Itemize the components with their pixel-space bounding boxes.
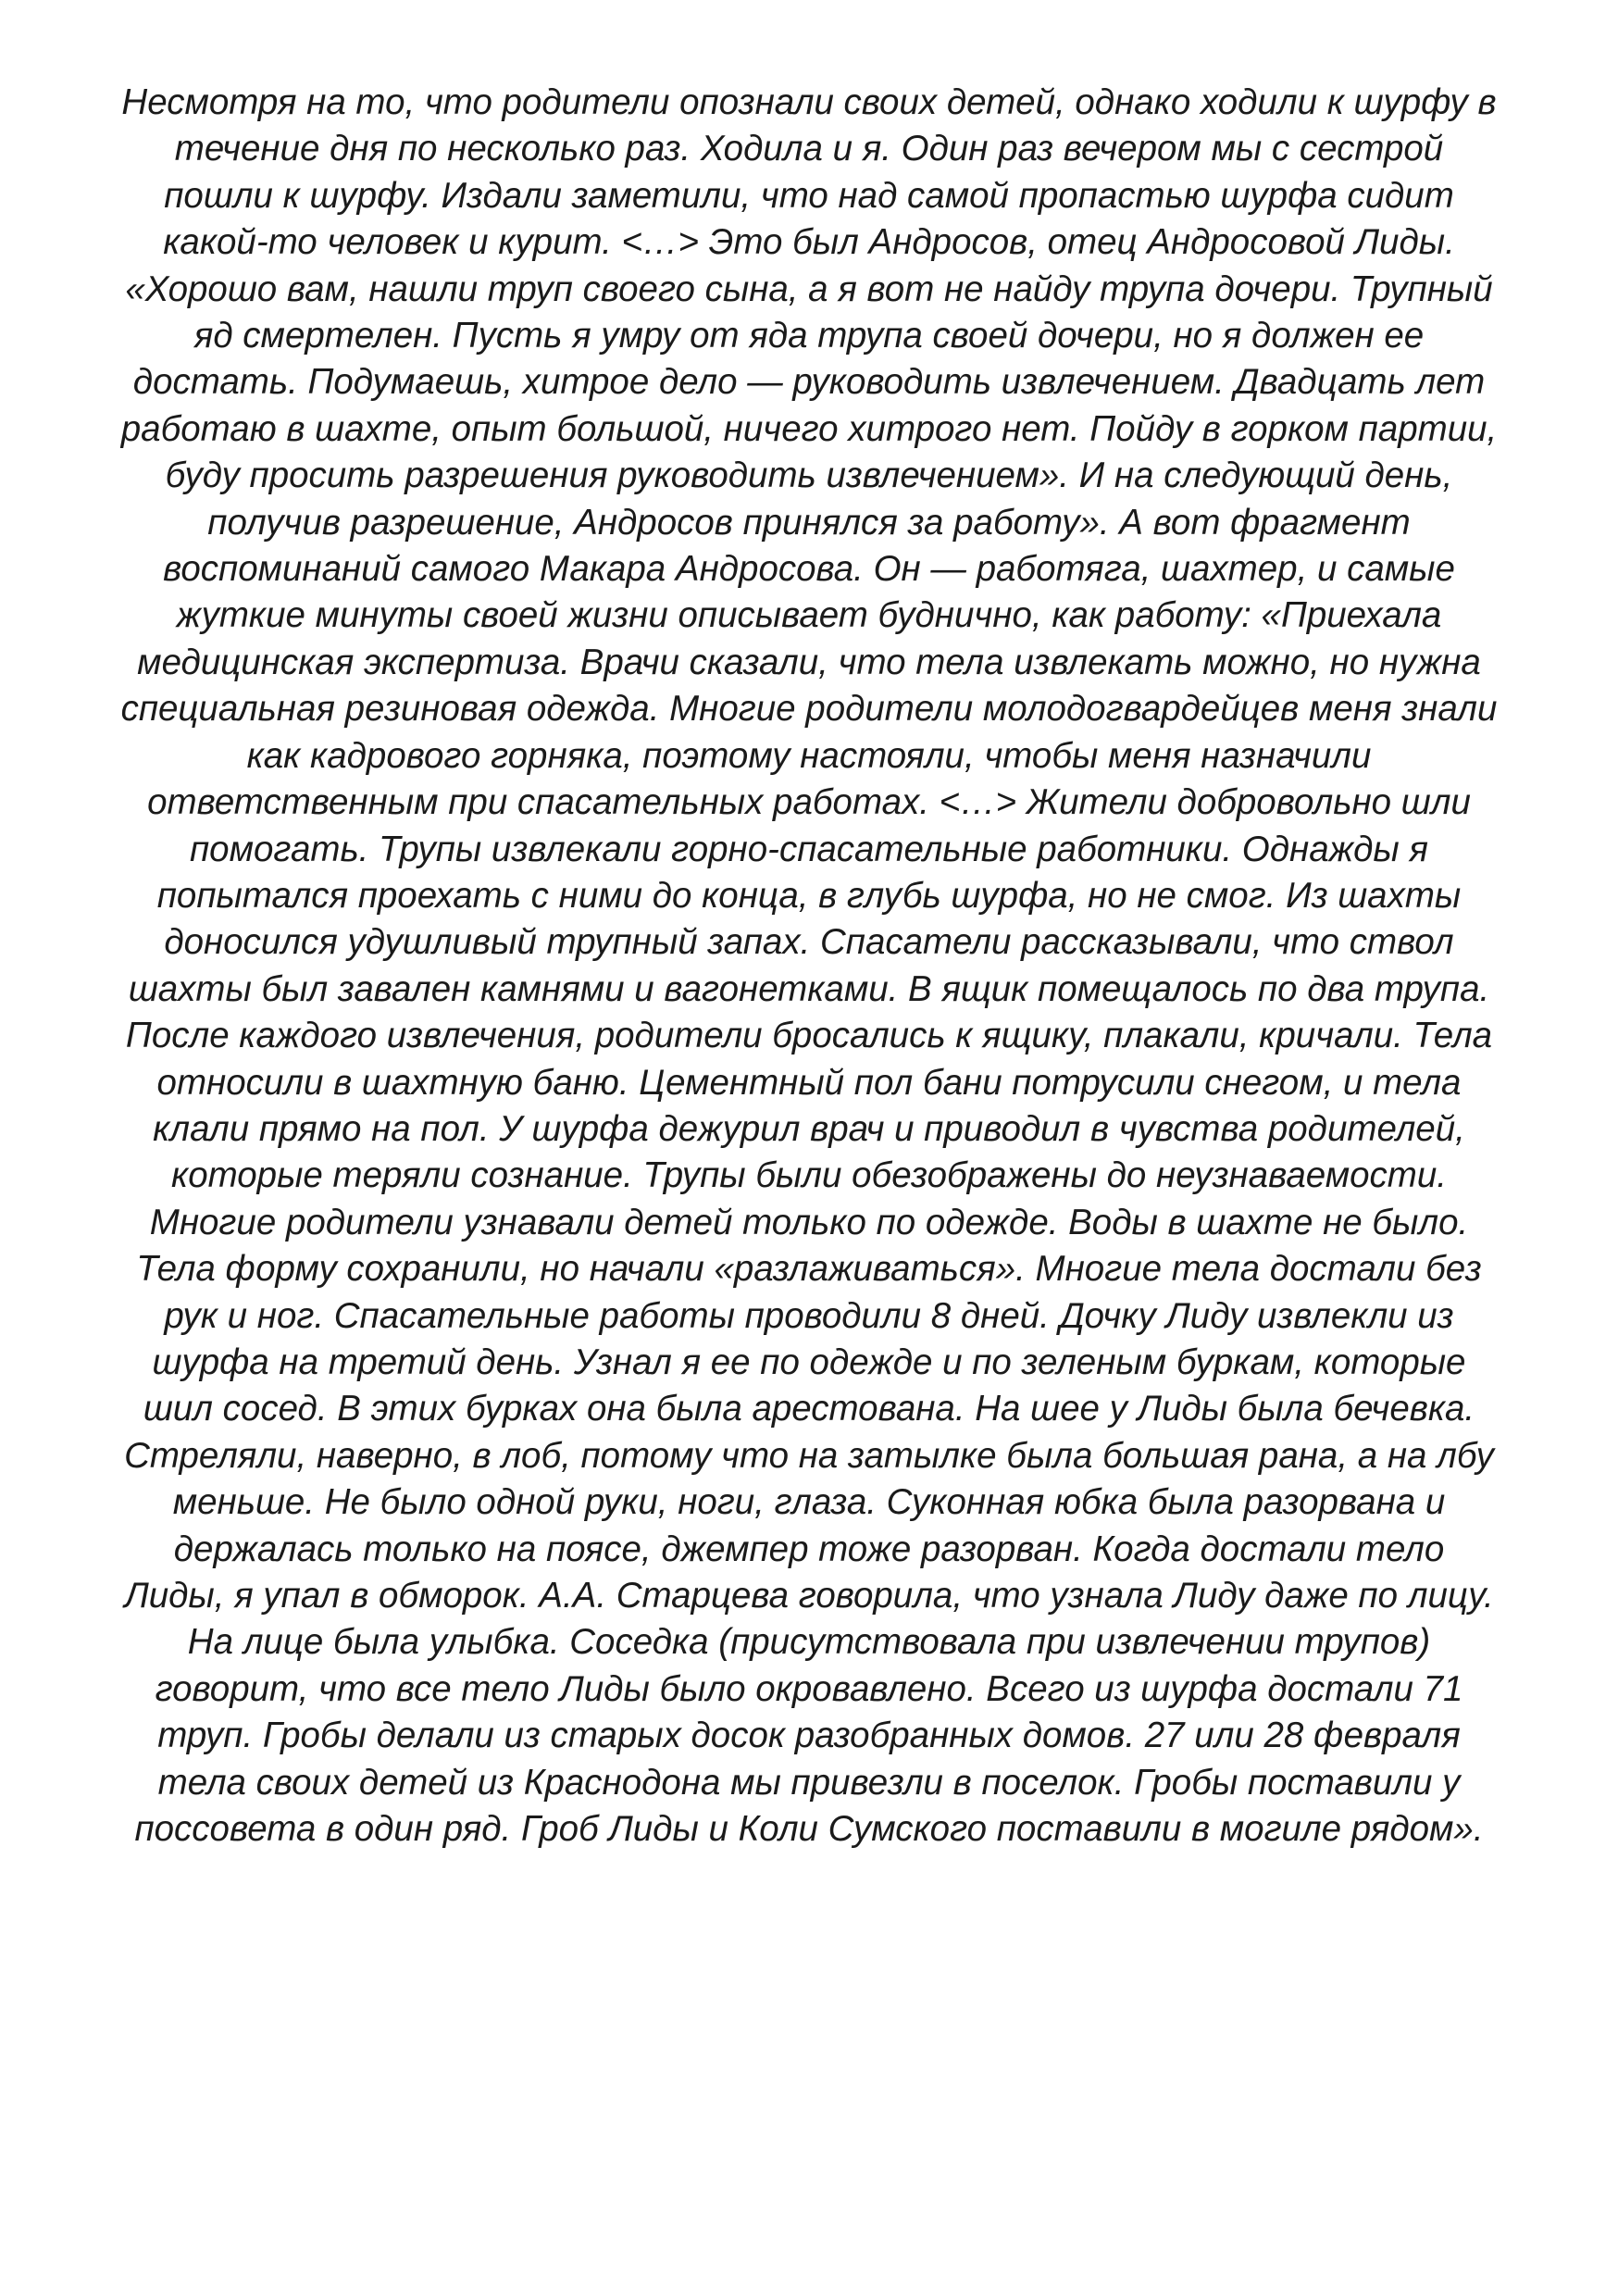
text-line: помогать. Трупы извлекали горно-спасательные работники. Однажды я <box>190 829 1428 869</box>
text-line: Лиды, я упал в обморок. А.А. Старцева говорила, что узнала Лиду даже по лицу. <box>124 1576 1494 1616</box>
text-line: какой-то человек и курит. <…> Это был Андросов, отец Андросовой Лиды. <box>163 222 1455 263</box>
text-line: поссовета в один ряд. Гроб Лиды и Коли Сумского поставили в могиле рядом». <box>134 1809 1484 1850</box>
text-line: пошли к шурфу. Издали заметили, что над самой пропастью шурфа сидит <box>164 175 1454 216</box>
text-line: меньше. Не было одной руки, ноги, глаза. Суконная юбка была разорвана и <box>172 1482 1446 1523</box>
text-line: как кадрового горняка, поэтому настояли, чтобы меня назначили <box>246 735 1372 776</box>
text-line: специальная резиновая одежда. Многие родители молодогвардейцев меня знали <box>120 689 1498 730</box>
text-line: шахты был завален камнями и вагонетками. В ящик помещалось по два трупа. <box>128 968 1490 1009</box>
text-line: которые теряли сознание. Трупы были обезображены до неузнаваемости. <box>171 1155 1447 1196</box>
text-line: «Хорошо вам, нашли труп своего сына, а я вот не найду трупа дочери. Трупный <box>125 268 1493 309</box>
text-line: получив разрешение, Андросов принялся за работу». А вот фрагмент <box>207 502 1411 543</box>
text-line: Несмотря на то, что родители опознали своих детей, однако ходили к шурфу в <box>121 82 1497 122</box>
text-line: ответственным при спасательных работах. <…> Жители добровольно шли <box>147 782 1471 823</box>
text-line: Многие родители узнавали детей только по одежде. Воды в шахте не было. <box>149 1202 1469 1242</box>
text-line: рук и ног. Спасательные работы проводили 8 дней. Дочку Лиду извлекли из <box>164 1295 1454 1336</box>
text-line: буду просить разрешения руководить извлечением». И на следующий день, <box>165 455 1453 496</box>
text-line: клали прямо на пол. У шурфа дежурил врач и приводил в чувства родителей, <box>153 1108 1465 1149</box>
text-line: относили в шахтную баню. Цементный пол бани потрусили снегом, и тела <box>156 1062 1462 1103</box>
text-line: достать. Подумаешь, хитрое дело — руководить извлечением. Двадцать лет <box>132 362 1486 403</box>
text-line: шурфа на третий день. Узнал я ее по одежде и по зеленым буркам, которые <box>152 1341 1466 1382</box>
text-line: На лице была улыбка. Соседка (присутствовала при извлечении трупов) <box>187 1622 1431 1663</box>
text-line: работаю в шахте, опыт большой, ничего хитрого нет. Пойду в горком партии, <box>120 408 1498 449</box>
text-line: шил сосед. В этих бурках она была арестована. На шее у Лиды была бечевка. <box>143 1389 1475 1429</box>
text-line: говорит, что все тело Лиды было окровавлено. Всего из шурфа достали 71 <box>155 1668 1463 1709</box>
text-line: тела своих детей из Краснодона мы привезли в поселок. Гробы поставили у <box>157 1762 1461 1803</box>
text-line: Тела форму сохранили, но начали «разлаживаться». Многие тела достали без <box>136 1249 1482 1290</box>
text-line: воспоминаний самого Макара Андросова. Он — работяга, шахтер, и самые <box>163 549 1455 590</box>
text-line: После каждого извлечения, родители бросались к ящику, плакали, кричали. Тела <box>125 1016 1493 1056</box>
text-line: доносился удушливый трупный запах. Спасатели рассказывали, что ствол <box>164 922 1454 963</box>
text-line: яд смертелен. Пусть я умру от яда трупа своей дочери, но я должен ее <box>193 316 1425 356</box>
text-line: держалась только на поясе, джемпер тоже разорван. Когда достали тело <box>173 1529 1445 1569</box>
text-line: попытался проехать с ними до конца, в глубь шурфа, но не смог. Из шахты <box>156 875 1462 916</box>
text-line: течение дня по несколько раз. Ходила и я. Один раз вечером мы с сестрой <box>174 129 1444 169</box>
text-line: Стреляли, наверно, в лоб, потому что на затылке была большая рана, а на лбу <box>124 1435 1494 1476</box>
document-body-text <box>37 80 1581 1853</box>
text-line: жуткие минуты своей жизни описывает буднично, как работу: «Приехала <box>176 595 1442 636</box>
text-line: труп. Гробы делали из старых досок разобранных домов. 27 или 28 февраля <box>157 1716 1461 1756</box>
text-line: медицинская экспертиза. Врачи сказали, что тела извлекать можно, но нужна <box>137 642 1481 682</box>
